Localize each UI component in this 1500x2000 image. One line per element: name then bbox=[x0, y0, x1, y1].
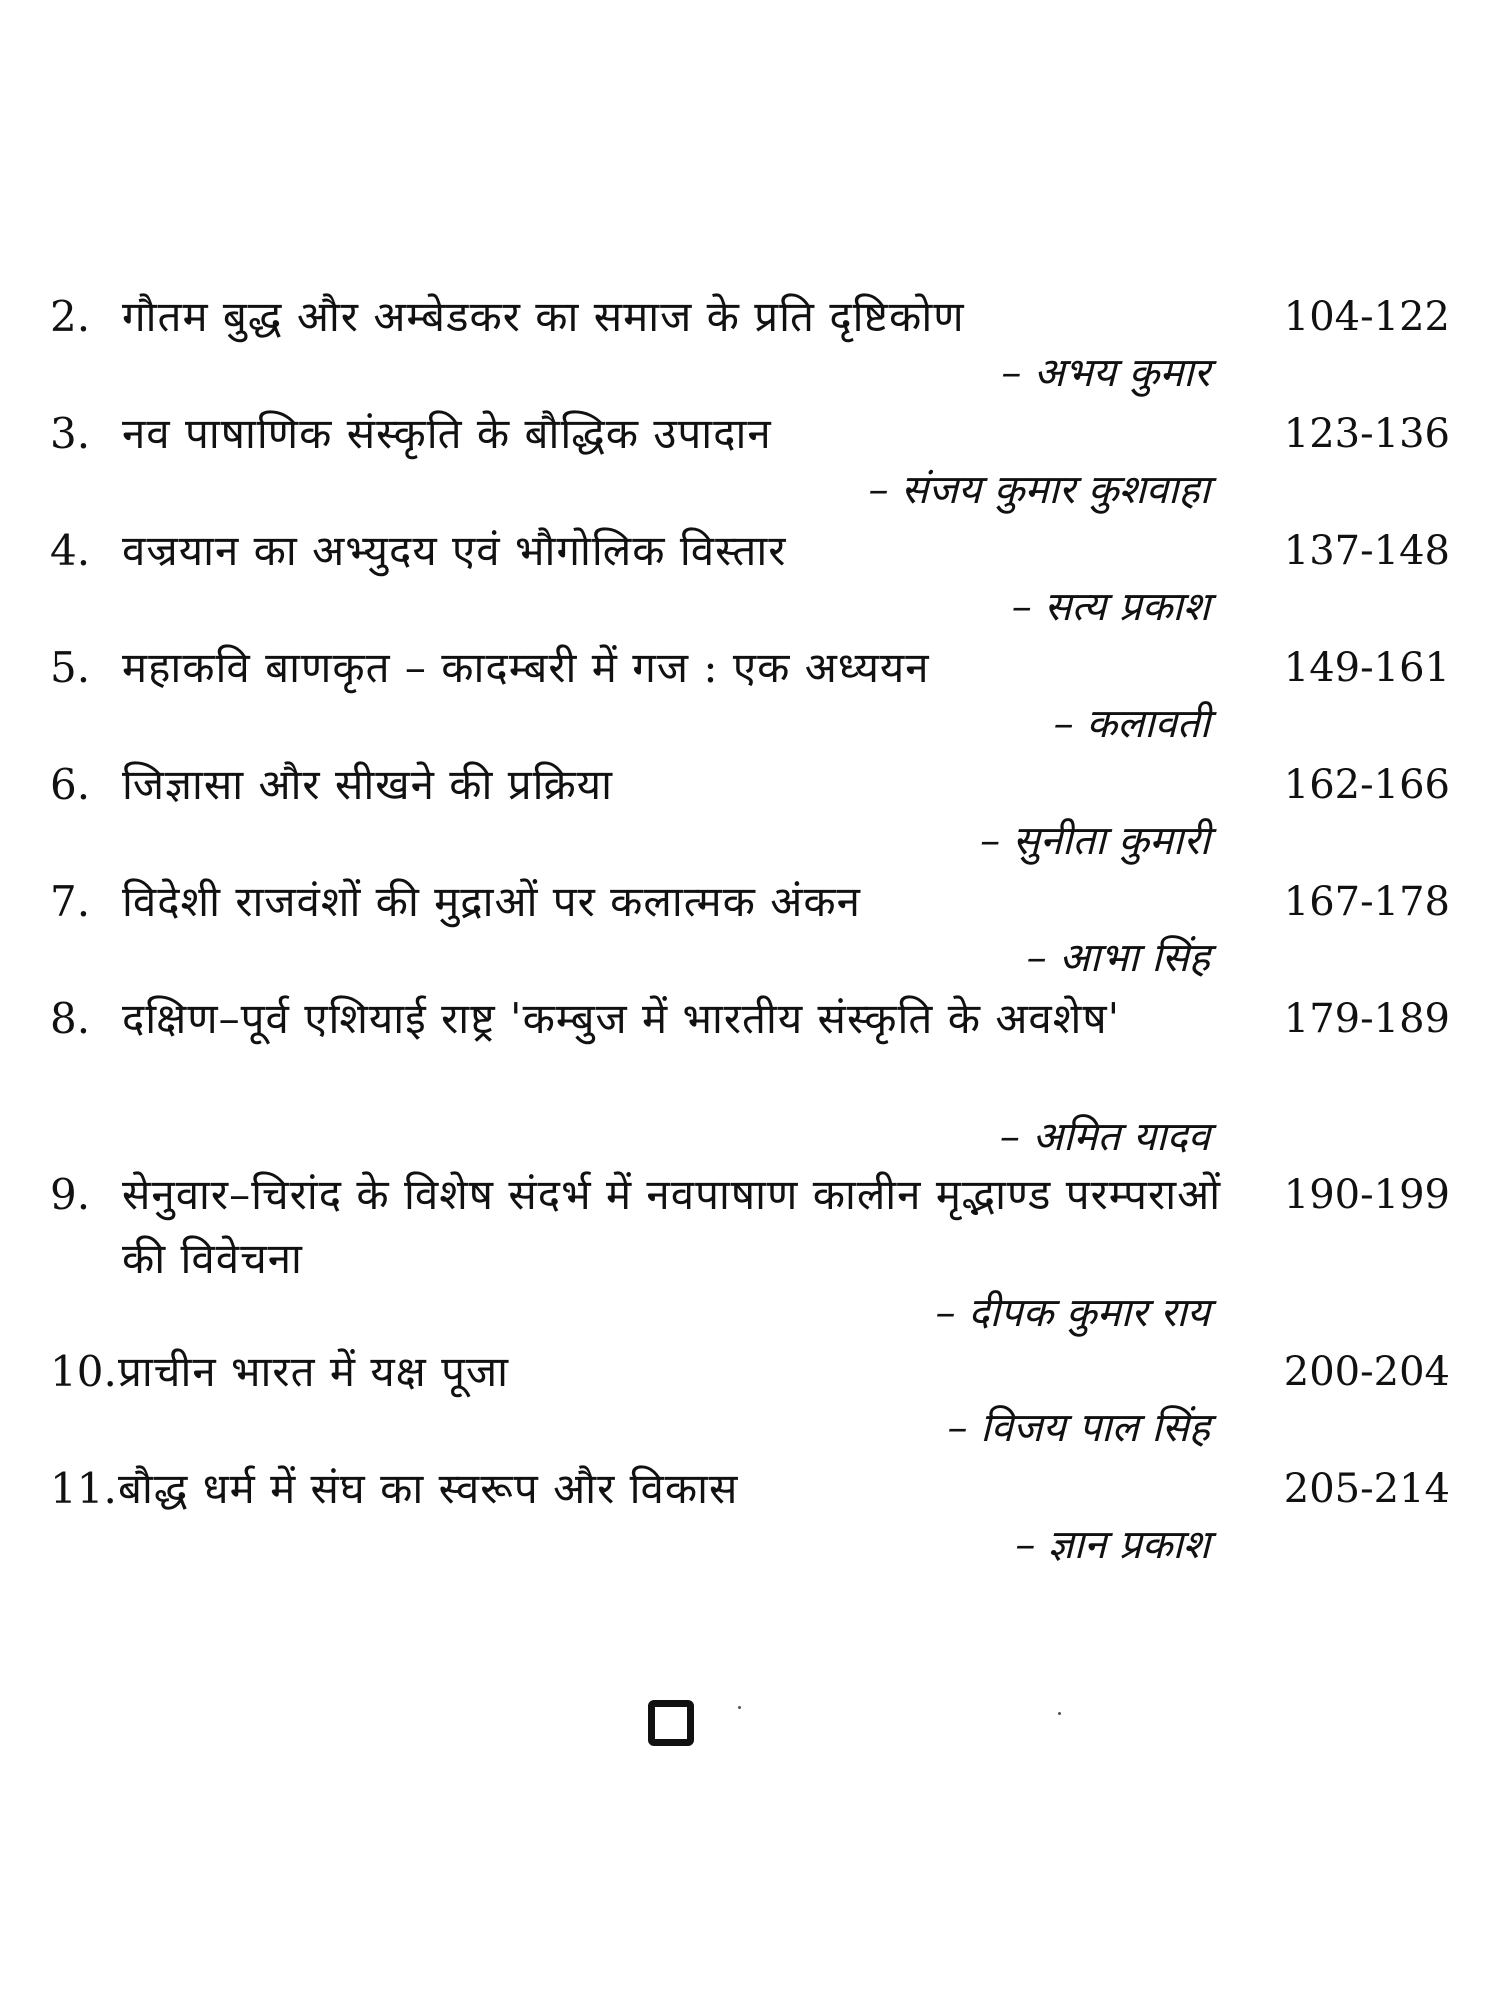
entry-author: – अमित यादव bbox=[999, 1114, 1210, 1160]
entry-pages: 149-161 bbox=[1283, 645, 1450, 691]
entry-number: 5. bbox=[50, 643, 91, 692]
entry-author: – अभय कुमार bbox=[1001, 350, 1210, 396]
entry-title: बौद्ध धर्म में संघ का स्वरूप और विकास bbox=[118, 1464, 739, 1513]
entry-number: 6. bbox=[50, 760, 91, 809]
entry-pages: 167-178 bbox=[1283, 879, 1450, 925]
entry-author: – कलावती bbox=[1053, 701, 1210, 747]
entry-pages: 137-148 bbox=[1283, 528, 1450, 574]
entry-author: – आभा सिंह bbox=[1026, 935, 1210, 981]
entry-pages: 205-214 bbox=[1283, 1466, 1450, 1512]
entry-title: नव पाषाणिक संस्कृति के बौद्धिक उपादान bbox=[122, 409, 772, 458]
entry-pages: 162-166 bbox=[1283, 762, 1450, 808]
entry-author: – ज्ञान प्रकाश bbox=[1015, 1522, 1210, 1568]
entry-author: – सत्य प्रकाश bbox=[1011, 584, 1210, 630]
entry-title: सेनुवार–चिरांद के विशेष संदर्भ में नवपाषाण कालीन मृद्भाण्ड परम्पराओं की विवेचना bbox=[122, 1170, 1222, 1283]
entry-author: – दीपक कुमार राय bbox=[935, 1290, 1210, 1336]
entry-pages: 200-204 bbox=[1283, 1349, 1450, 1395]
entry-author: – सुनीता कुमारी bbox=[980, 818, 1210, 864]
entry-number: 3. bbox=[50, 409, 91, 458]
print-speck bbox=[1058, 1712, 1061, 1715]
entry-pages: 104-122 bbox=[1283, 294, 1450, 340]
entry-number: 7. bbox=[50, 877, 91, 926]
entry-title: जिज्ञासा और सीखने की प्रक्रिया bbox=[122, 760, 613, 809]
entry-number: 4. bbox=[50, 526, 91, 575]
entry-title: महाकवि बाणकृत – कादम्बरी में गज : एक अध्ययन bbox=[122, 643, 930, 692]
entry-title: वज्रयान का अभ्युदय एवं भौगोलिक विस्तार bbox=[122, 526, 787, 575]
entry-number: 8. bbox=[50, 994, 91, 1043]
entry-number: 2. bbox=[50, 292, 91, 341]
entry-pages: 179-189 bbox=[1283, 996, 1450, 1042]
entry-title: दक्षिण–पूर्व एशियाई राष्ट्र 'कम्बुज में भारतीय संस्कृति के अवशेष' bbox=[122, 994, 1121, 1043]
entry-number: 11. bbox=[50, 1464, 117, 1513]
entry-number: 9. bbox=[50, 1170, 91, 1219]
end-of-section-square-icon bbox=[648, 1700, 694, 1746]
entry-number: 10. bbox=[50, 1347, 117, 1396]
entry-author: – संजय कुमार कुशवाहा bbox=[868, 467, 1210, 513]
entry-title: विदेशी राजवंशों की मुद्राओं पर कलात्मक अंकन bbox=[122, 877, 861, 926]
entry-pages: 123-136 bbox=[1283, 411, 1450, 457]
entry-title: गौतम बुद्ध और अम्बेडकर का समाज के प्रति दृष्टिकोण bbox=[122, 292, 965, 341]
entry-pages: 190-199 bbox=[1283, 1172, 1450, 1218]
entry-author: – विजय पाल सिंह bbox=[947, 1405, 1210, 1451]
print-speck bbox=[738, 1706, 741, 1709]
entry-title: प्राचीन भारत में यक्ष पूजा bbox=[118, 1347, 510, 1396]
